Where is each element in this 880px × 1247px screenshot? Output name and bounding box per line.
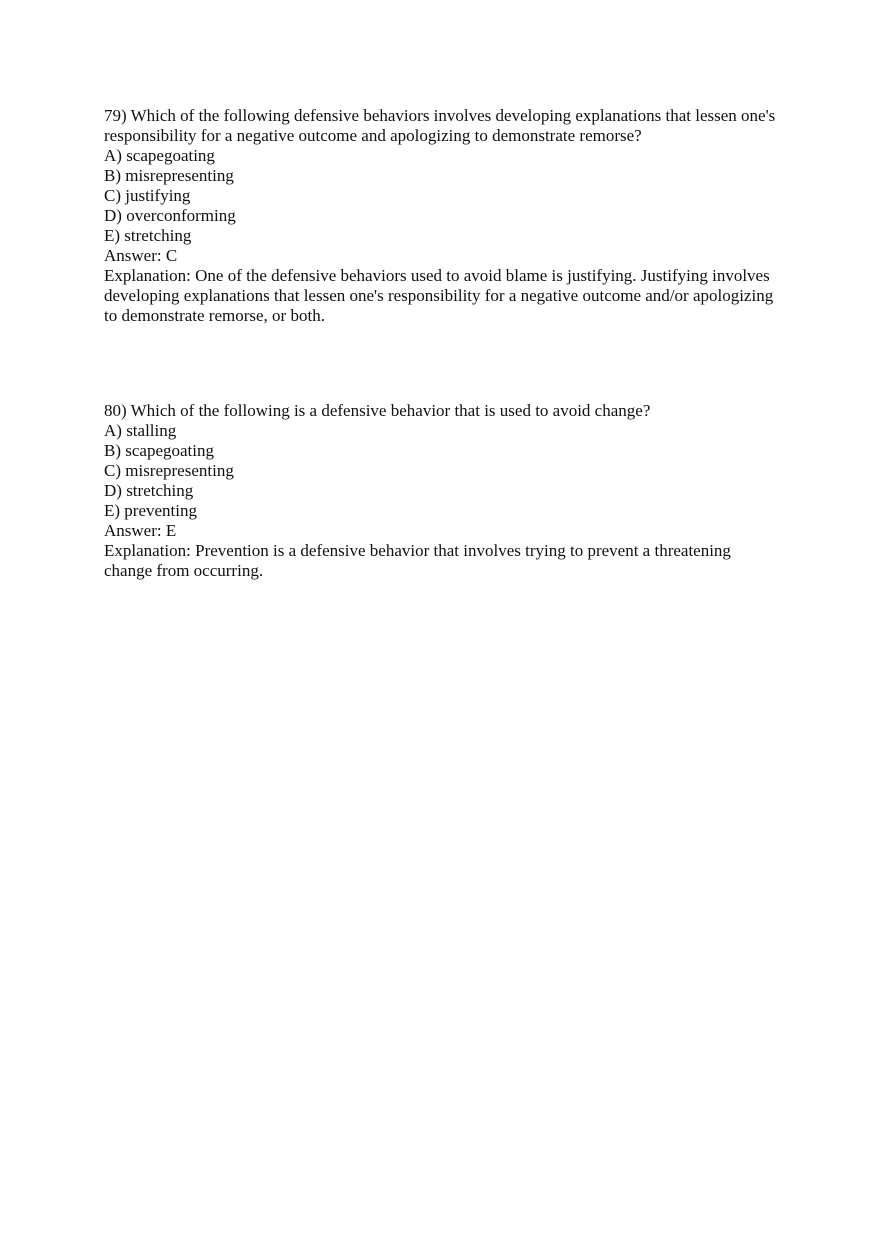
question-stem: 80) Which of the following is a defensive behavior that is used to avoid change? [104,401,651,420]
option-d: D) stretching [104,481,194,500]
question-80 [104,401,776,581]
option-b: B) misrepresenting [104,166,234,185]
question-79 [104,106,776,326]
option-c: C) misrepresenting [104,461,234,480]
option-c: C) justifying [104,186,191,205]
answer: Answer: E [104,521,177,540]
answer: Answer: C [104,246,178,265]
option-e: E) stretching [104,226,192,245]
question-stem: 79) Which of the following defensive behaviors involves developing explanations that lessen one's responsibility for a negative outcome and apologizing to demonstrate remorse? [104,106,776,145]
option-e: E) preventing [104,501,197,520]
explanation: Explanation: One of the defensive behaviors used to avoid blame is justifying. Justifying involves developing explanations that lessen one's responsibility for a negative outcome and/or apologizing to demonstrate remorse, or both. [104,266,774,325]
option-a: A) stalling [104,421,177,440]
explanation: Explanation: Prevention is a defensive behavior that involves trying to prevent a threatening change from occurring. [104,541,731,580]
option-b: B) scapegoating [104,441,214,460]
option-d: D) overconforming [104,206,236,225]
option-a: A) scapegoating [104,146,215,165]
